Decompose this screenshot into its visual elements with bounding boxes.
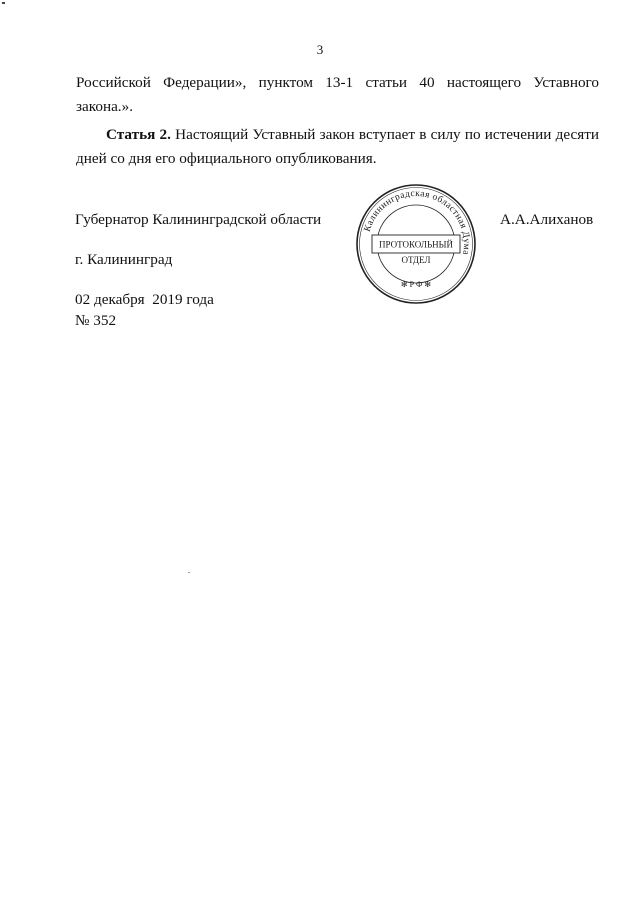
paragraph-line: Российской Федерации», пунктом 13-1 статьи 40 настоящего Уставного	[76, 74, 599, 91]
article-2-paragraph	[76, 123, 599, 171]
paragraph-line	[76, 123, 599, 147]
page-number: 3	[316, 42, 324, 57]
stamp-center-line-2: ОТДЕЛ	[401, 255, 431, 265]
scan-artifact	[2, 2, 5, 4]
paragraph-line: закона.».	[76, 98, 133, 115]
document-date: 02 декабря 2019 года	[75, 291, 214, 308]
document-number: № 352	[75, 312, 117, 329]
stamp-bottom-text: ✻ Р Ф ✻	[400, 280, 432, 289]
official-stamp	[355, 183, 477, 305]
scan-artifact	[188, 572, 190, 573]
city: г. Калининград	[75, 251, 173, 268]
signatory-title: Губернатор Калининградской области	[75, 211, 322, 228]
stamp-ring-text: Калининградская областная Дума	[362, 188, 472, 256]
article-text: Настоящий Уставный закон вступает в силу по истечении десяти	[170, 126, 599, 143]
signatory-name: А.А.Алиханов	[500, 211, 594, 228]
paragraph-continuation	[76, 71, 599, 119]
stamp-center-line-1: ПРОТОКОЛЬНЫЙ	[379, 239, 453, 250]
article-label: Статья 2.	[106, 126, 171, 143]
paragraph-line: дней со дня его официального опубликования.	[76, 150, 377, 167]
